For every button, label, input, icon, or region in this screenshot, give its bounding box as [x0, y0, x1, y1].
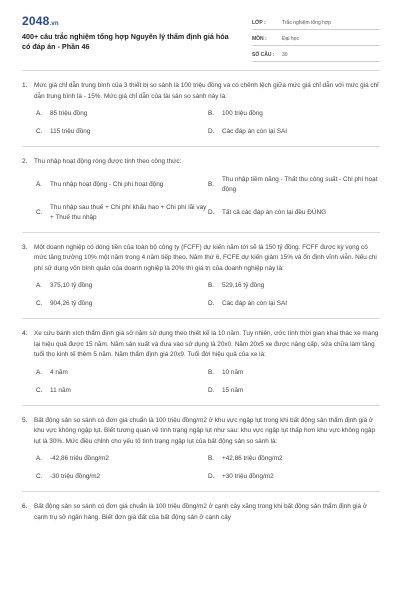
question-item [22, 70, 380, 146]
option-text: -30 triệu đồng/m2 [50, 473, 101, 480]
option-text: 115 triệu đồng [50, 128, 91, 135]
option-text: 85 triệu đồng [50, 110, 88, 117]
option-text: -42,86 triệu đồng/m2 [50, 455, 109, 462]
question-number: 1. [22, 82, 28, 89]
answer-option-d[interactable] [208, 127, 380, 137]
option-text: 375,10 tỷ đồng [50, 282, 93, 289]
option-letter: A. [36, 455, 43, 462]
answer-option-b[interactable] [208, 109, 380, 119]
option-letter: A. [36, 110, 43, 117]
option-letter: D. [208, 208, 215, 216]
answer-options [22, 175, 380, 223]
option-text: 11 năm [50, 386, 71, 394]
answer-option-b[interactable] [208, 281, 380, 291]
answer-options [22, 281, 380, 309]
option-letter: B. [208, 180, 215, 188]
info-row-count [252, 46, 380, 62]
question-text: Thu nhập hoạt động ròng được tính theo công thức: [34, 158, 182, 165]
answer-option-a[interactable] [36, 281, 208, 291]
answer-option-a[interactable] [36, 454, 208, 464]
option-letter: B. [208, 282, 215, 289]
option-letter: C. [36, 473, 43, 480]
question-item [22, 146, 380, 232]
option-letter: D. [208, 128, 215, 135]
answer-option-c[interactable] [36, 472, 208, 482]
option-letter: D. [208, 473, 215, 480]
question-item [22, 405, 380, 492]
answer-option-c[interactable] [36, 203, 208, 223]
option-letter: B. [208, 368, 215, 376]
info-value: 30 [282, 52, 288, 58]
option-letter: D. [208, 386, 215, 394]
document-title: 400+ câu trắc nghiệm tổng hợp Nguyên lý thẩm định giá hóa có đáp án - Phần 46 [22, 32, 229, 51]
info-value: Trắc nghiệm tổng hợp [282, 20, 331, 26]
answer-option-b[interactable] [208, 368, 380, 378]
option-letter: C. [36, 386, 43, 394]
option-text: Thu nhập hoạt động - Chi phí hoạt động [50, 180, 164, 188]
info-key: LỚP : [252, 20, 266, 26]
option-text: +30 triệu đồng/m2 [222, 473, 274, 480]
answer-option-c[interactable] [36, 299, 208, 309]
option-letter: C. [36, 208, 43, 216]
info-key: SỐ CÂU : [252, 52, 275, 58]
answer-option-a[interactable] [36, 109, 208, 119]
answer-option-c[interactable] [36, 127, 208, 137]
document-header [0, 0, 400, 70]
answer-option-b[interactable] [208, 454, 380, 464]
answer-option-b[interactable] [208, 175, 380, 195]
answer-options [22, 454, 380, 482]
option-text: Các đáp án còn lại SAI [222, 128, 288, 135]
option-text: 4 năm [50, 368, 68, 376]
logo-tld: .vn [49, 21, 59, 27]
question-text: Mức giá chỉ dẫn trung bình của 3 thiết bị so sánh là 100 triệu đồng và có chênh lệch giữa mức giá chỉ dẫn với mức giá chỉ dẫn trung bình là - 15%. Mức giá chỉ dẫn của tài sản so sánh này là: [34, 82, 379, 100]
option-text: Tất cả các đáp án còn lại đều ĐÚNG [222, 208, 327, 216]
option-text: Thu nhập tiềm năng - Thất thu công suất - Chi phí hoạt động [222, 175, 378, 193]
option-text: 10 năm [222, 368, 244, 376]
info-row-subject [252, 30, 380, 46]
option-text: Thu nhập sau thuế + Chi phí khấu hao + Chi phí lãi vay + Thuế thu nhập [50, 203, 207, 221]
answer-option-a[interactable] [36, 368, 208, 378]
option-text: 100 triệu đồng [222, 110, 263, 117]
question-list [0, 70, 400, 532]
question-text: Một doanh nghiệp có dòng tiền của toàn bộ công ty (FCFF) dự kiến năm tới sẽ là 150 tỷ đồng. FCFF được kỳ vọng có mức tăng trưởng 10% một năm trong 4 năm tiếp theo. Năm thứ 6, FCFE dự kiến giảm 15% và ổn định vĩnh viễn. Nếu chi phí sử dụng vốn bình quân của doanh nghiệp là 20% thì giá trị của doanh nghiệp này là: [34, 243, 377, 272]
question-text: Xe cứu bánh xích thẩm định giá sở năm sử dụng theo thiết kế là 10 năm. Tuy nhiên, ước tính thời gian khai thác xe mang lại hiệu quả được 15 năm. Năm sản xuất và đưa vào sử dụng là 20x0. Năm 20x5 xe được nâng cấp, sửa chữa làm tăng tuổi thọ kinh tế thêm 5 năm. Năm thẩm định giá 20x9. Tuổi đời hiệu quả của xe là: [34, 330, 379, 358]
answer-option-d[interactable] [208, 203, 380, 223]
option-letter: B. [208, 110, 215, 117]
option-text: 904,26 tỷ đồng [50, 300, 93, 307]
option-letter: A. [36, 180, 43, 188]
question-item [22, 232, 380, 319]
option-letter: B. [208, 455, 215, 462]
question-number: 6. [22, 503, 28, 510]
option-text: Các đáp án còn lại SAI [222, 300, 288, 307]
answer-option-d[interactable] [208, 472, 380, 482]
answer-option-d[interactable] [208, 386, 380, 396]
answer-option-a[interactable] [36, 175, 208, 195]
question-number: 2. [22, 158, 28, 165]
option-text: 529,16 tỷ đồng [222, 282, 265, 289]
question-number: 3. [22, 243, 28, 251]
option-letter: A. [36, 368, 43, 376]
option-letter: C. [36, 300, 43, 307]
option-letter: D. [208, 300, 215, 307]
answer-options [22, 368, 380, 396]
option-text: +42,86 triệu đồng/m2 [222, 455, 283, 462]
info-row-class [252, 14, 380, 30]
info-key: MÔN : [252, 36, 267, 42]
option-text: 15 năm [222, 386, 244, 394]
info-value: Đại học [282, 36, 299, 42]
question-item [22, 491, 380, 532]
question-text: Bất động sản so sánh có đơn giá chuẩn là 100 triệu đồng/m2 ở cạnh cây xăng trong khi bất động sản thẩm định giá ở cạnh trụ sở ngân hàng. Biết đơn giá đất của bất động sản ở cạnh cây [34, 503, 368, 521]
option-letter: A. [36, 282, 43, 289]
question-number: 5. [22, 416, 28, 424]
answer-option-c[interactable] [36, 386, 208, 396]
option-letter: C. [36, 128, 43, 135]
logo-name: 2048 [22, 14, 50, 28]
info-panel [252, 14, 380, 62]
question-text: Bất động sản so sánh có đơn giá chuẩn là 100 triệu đồng/m2 ở khu vực ngập lụt trong khi bất động sản thẩm định giá ở khu vực không ngập lụt. Biết tương quan về tình trạng ngập lụt như sau: khu vực ngập lụt thấp hơn khu vực không ngập lụt là 30%. Mức điều chỉnh cho yếu tố tình trạng ngập lụt của bất động sản so sánh là: [34, 416, 376, 445]
answer-option-d[interactable] [208, 299, 380, 309]
question-number: 4. [22, 330, 28, 337]
question-item [22, 318, 380, 405]
answer-options [22, 109, 380, 137]
